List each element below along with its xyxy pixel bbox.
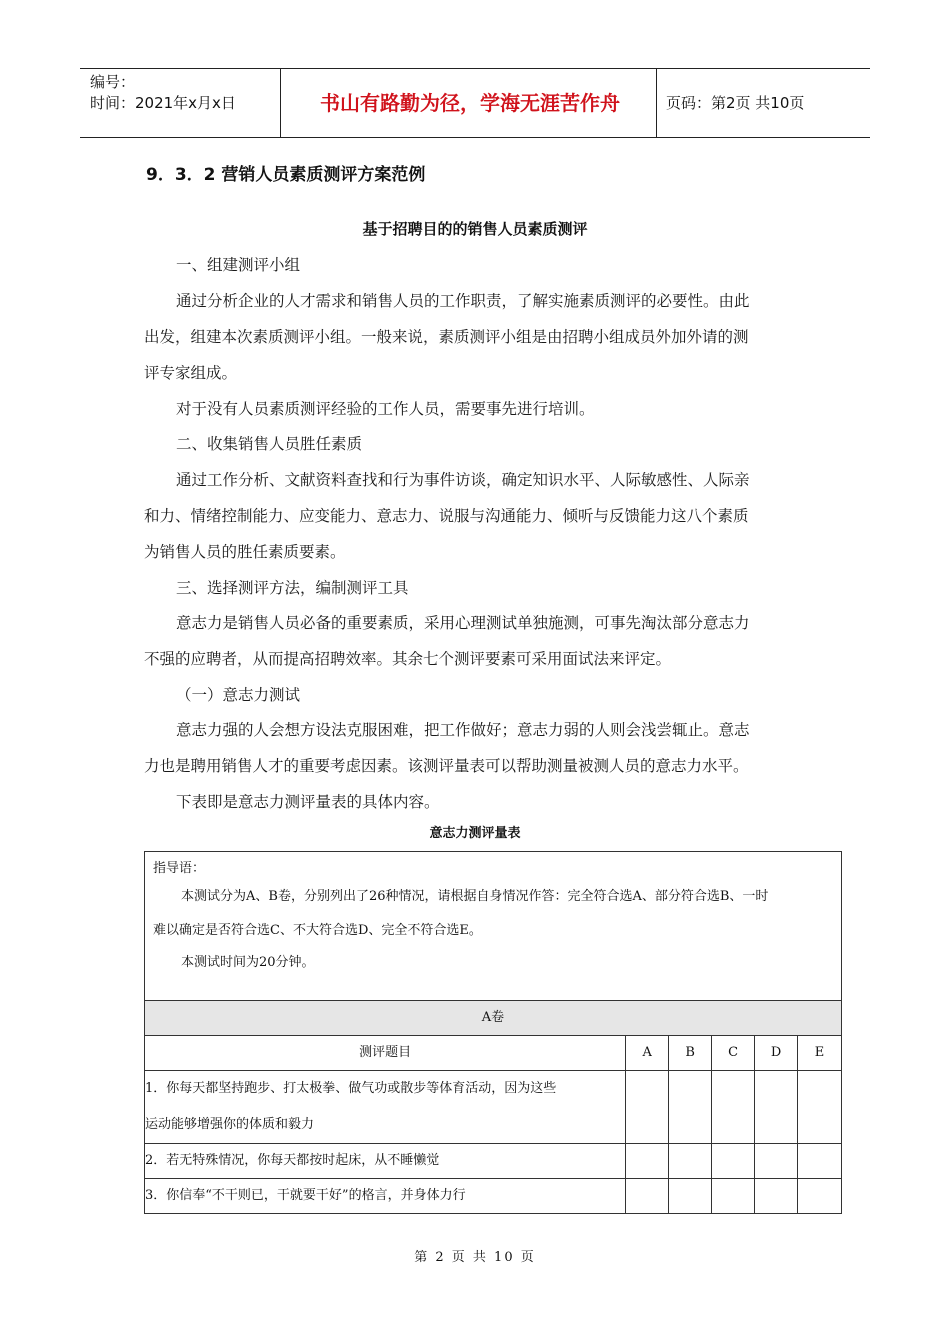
question-cell <box>145 1071 626 1144</box>
header-code: 编号： <box>90 73 136 91</box>
col-option-c: C <box>712 1036 755 1071</box>
answer-cell-d[interactable] <box>755 1144 798 1179</box>
answer-cell-b[interactable] <box>669 1071 712 1144</box>
question-text: 运动能够增强你的体质和毅力 <box>145 1117 315 1132</box>
answer-cell-e[interactable] <box>798 1144 842 1179</box>
header-divider <box>280 69 281 137</box>
page-header <box>80 68 870 138</box>
table-row <box>145 1144 842 1179</box>
paragraph-line: 力也是聘用销售人才的重要考虑因素。该测评量表可以帮助测量被测人员的意志力水平。 <box>144 757 749 775</box>
answer-cell-d[interactable] <box>755 1071 798 1144</box>
table-title: 意志力测评量表 <box>429 826 521 841</box>
paragraph-line: 通过分析企业的人才需求和销售人员的工作职责，了解实施素质测评的必要性。由此 <box>176 292 750 310</box>
paragraph-line: 意志力是销售人员必备的重要素质，采用心理测试单独施测，可事先淘汰部分意志力 <box>176 614 750 632</box>
answer-cell-c[interactable] <box>712 1144 755 1179</box>
subheading: （一）意志力测试 <box>176 686 301 704</box>
answer-cell-a[interactable] <box>626 1071 669 1144</box>
heading-1: 一、组建测评小组 <box>176 256 301 274</box>
question-text: 2．若无特殊情况，你每天都按时起床，从不睡懒觉 <box>145 1153 440 1168</box>
section-title: 9．3．2 营销人员素质测评方案范例 <box>146 165 426 185</box>
section-row <box>145 1001 842 1036</box>
paragraph-line: 意志力强的人会想方设法克服困难，把工作做好；意志力弱的人则会浅尝辄止。意志 <box>176 721 750 739</box>
header-date: 时间：2021年x月x日 <box>90 94 236 112</box>
col-option-a: A <box>626 1036 669 1071</box>
paragraph-line: 评专家组成。 <box>144 364 238 382</box>
paragraph-line: 通过工作分析、文献资料查找和行为事件访谈，确定知识水平、人际敏感性、人际亲 <box>176 471 750 489</box>
paragraph-line: 和力、情绪控制能力、应变能力、意志力、说服与沟通能力、倾听与反馈能力这八个素质 <box>144 507 749 525</box>
header-divider <box>656 69 657 137</box>
paragraph-line: 下表即是意志力测评量表的具体内容。 <box>176 793 440 811</box>
paragraph-line: 对于没有人员素质测评经验的工作人员，需要事先进行培训。 <box>176 400 595 418</box>
heading-3: 三、选择测评方法，编制测评工具 <box>176 579 409 597</box>
answer-cell-c[interactable] <box>712 1179 755 1214</box>
answer-cell-d[interactable] <box>755 1179 798 1214</box>
col-option-d: D <box>755 1036 798 1071</box>
guide-line: 难以确定是否符合选C、不大符合选D、完全不符合选E。 <box>153 923 482 938</box>
question-text: 3．你信奉“不干则已，干就要干好”的格言，并身体力行 <box>145 1188 466 1203</box>
willpower-scale-table <box>144 851 842 1214</box>
answer-cell-a[interactable] <box>626 1144 669 1179</box>
col-item-header: 测评题目 <box>145 1036 626 1071</box>
guide-cell <box>145 852 842 1001</box>
question-cell <box>145 1144 626 1179</box>
table-row <box>145 1071 842 1144</box>
header-meta <box>90 72 236 114</box>
paragraph-line: 为销售人员的胜任素质要素。 <box>144 543 346 561</box>
answer-cell-c[interactable] <box>712 1071 755 1144</box>
answer-cell-b[interactable] <box>669 1179 712 1214</box>
col-option-e: E <box>798 1036 842 1071</box>
paragraph-line: 出发，组建本次素质测评小组。一般来说，素质测评小组是由招聘小组成员外加外请的测 <box>144 328 749 346</box>
table-row <box>145 1179 842 1214</box>
paragraph-line: 不强的应聘者，从而提高招聘效率。其余七个测评要素可采用面试法来评定。 <box>144 650 672 668</box>
question-text: 1．你每天都坚持跑步、打太极拳、做气功或散步等体育活动，因为这些 <box>145 1081 557 1096</box>
header-motto: 书山有路勤为径，学海无涯苦作舟 <box>320 91 620 115</box>
header-page-info: 页码：第2页 共10页 <box>666 94 805 112</box>
answer-cell-e[interactable] <box>798 1179 842 1214</box>
guide-line: 本测试时间为20分钟。 <box>181 955 315 970</box>
answer-cell-a[interactable] <box>626 1179 669 1214</box>
document-title: 基于招聘目的的销售人员素质测评 <box>362 220 588 238</box>
question-cell <box>145 1179 626 1214</box>
section-a-label: A卷 <box>145 1001 842 1036</box>
guide-line: 本测试分为A、B卷，分别列出了26种情况，请根据自身情况作答：完全符合选A、部分符合选B、一时 <box>181 889 769 904</box>
column-header-row <box>145 1036 842 1071</box>
col-option-b: B <box>669 1036 712 1071</box>
guide-label: 指导语： <box>153 861 206 876</box>
answer-cell-e[interactable] <box>798 1071 842 1144</box>
answer-cell-b[interactable] <box>669 1144 712 1179</box>
page-footer: 第 2 页 共 10 页 <box>414 1250 536 1265</box>
heading-2: 二、收集销售人员胜任素质 <box>176 435 363 453</box>
guide-row <box>145 852 842 1001</box>
